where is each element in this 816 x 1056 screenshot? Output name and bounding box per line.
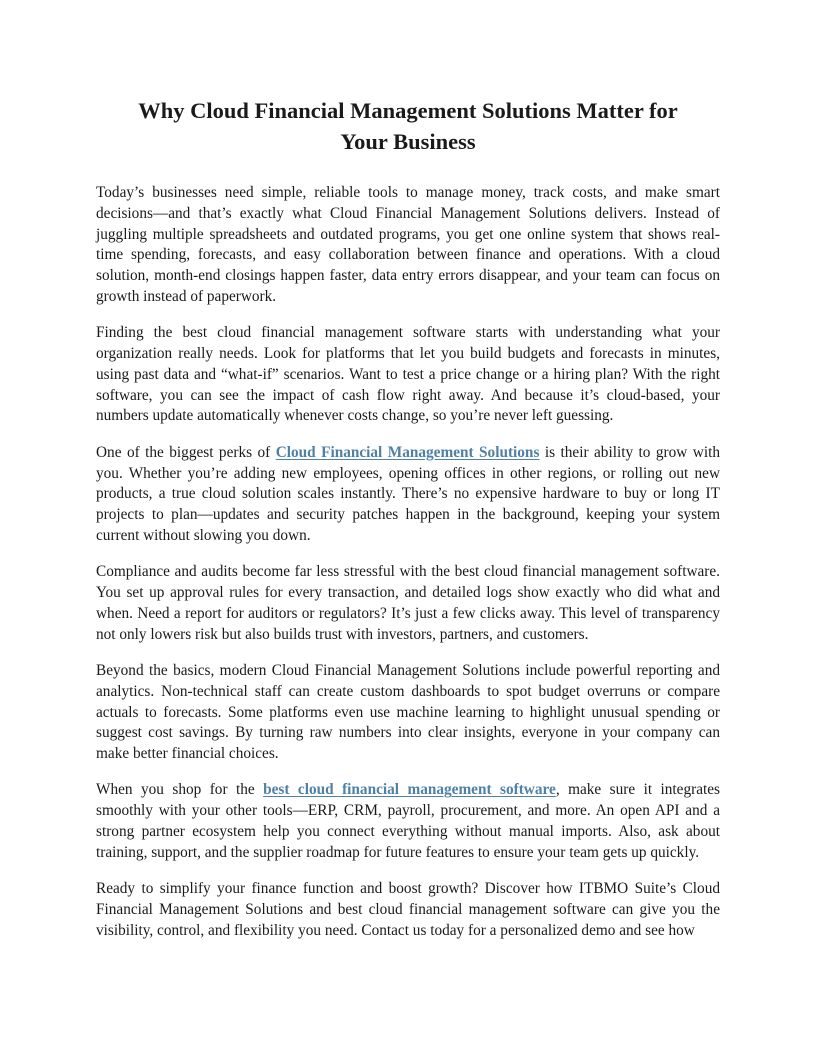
paragraph-analytics: Beyond the basics, modern Cloud Financial Management Solutions include powerful reporting and analytics. Non-technical staff can create custom dashboards to spot budget overruns or compare actuals to forecasts. Some platforms even use machine learning to highlight unusual spending or suggest cost savings. By turning raw numbers into clear insights, everyone in your company can make better financial choices. — [96, 661, 720, 763]
paragraph-finding-software: Finding the best cloud financial management software starts with understanding what your organization really needs. Look for platforms that let you build budgets and forecasts in minutes, using past data and “what-if” scenarios. Want to test a price change or a hiring plan? With the right software, you can see the impact of cash flow right away. And because it’s cloud-based, your numbers update automatically whenever costs change, so you’re never left guessing. — [96, 324, 720, 425]
title-line-2: Your Business — [340, 129, 476, 154]
page-title — [96, 95, 720, 157]
paragraph-compliance: Compliance and audits become far less stressful with the best cloud financial management software. You set up approval rules for every transaction, and detailed logs show exactly who did what and when. Need a report for auditors or regulators? It’s just a few clicks away. This level of transparency not only lowers risk but also builds trust with investors, partners, and customers. — [96, 563, 720, 643]
document-page — [96, 95, 720, 957]
paragraph-scalability — [96, 443, 720, 547]
title-line-1: Why Cloud Financial Management Solutions Matter for — [138, 98, 678, 123]
paragraph-integration — [96, 780, 720, 863]
paragraph-text: , make sure it integrates smoothly with your other tools—ERP, CRM, payroll, procurement, and more. An open API and a strong partner ecosystem help you connect everything without manual imports. Also, ask about training, support, and the supplier roadmap for future features to ensure your team gets up quickly. — [96, 781, 720, 861]
paragraph-intro: Today’s businesses need simple, reliable tools to manage money, track costs, and make smart decisions—and that’s exactly what Cloud Financial Management Solutions delivers. Instead of juggling multiple spreadsheets and outdated programs, you get one online system that shows real-time spending, forecasts, and easy collaboration between finance and operations. With a cloud solution, month-end closings happen faster, data entry errors disappear, and your team can focus on growth instead of paperwork. — [96, 184, 720, 305]
paragraph-call-to-action: Ready to simplify your finance function and boost growth? Discover how ITBMO Suite’s Cloud Financial Management Solutions and best cloud financial management software can give you the visibility, control, and flexibility you need. Contact us today for a personalized demo and see how — [96, 880, 720, 939]
cloud-financial-management-solutions-link[interactable]: Cloud Financial Management Solutions — [275, 443, 540, 461]
paragraph-text: One of the biggest perks of — [96, 443, 276, 461]
paragraph-text: is their ability to grow with you. Whether you’re adding new employees, opening offices in other regions, or rolling out new products, a true cloud solution scales instantly. There’s no expensive hardware to buy or long IT projects to plan—updates and security patches happen in the background, keeping your system current without slowing you down. — [96, 443, 720, 544]
best-cloud-financial-management-software-link[interactable]: best cloud financial management software — [263, 781, 556, 799]
paragraph-text: When you shop for the — [96, 781, 264, 799]
